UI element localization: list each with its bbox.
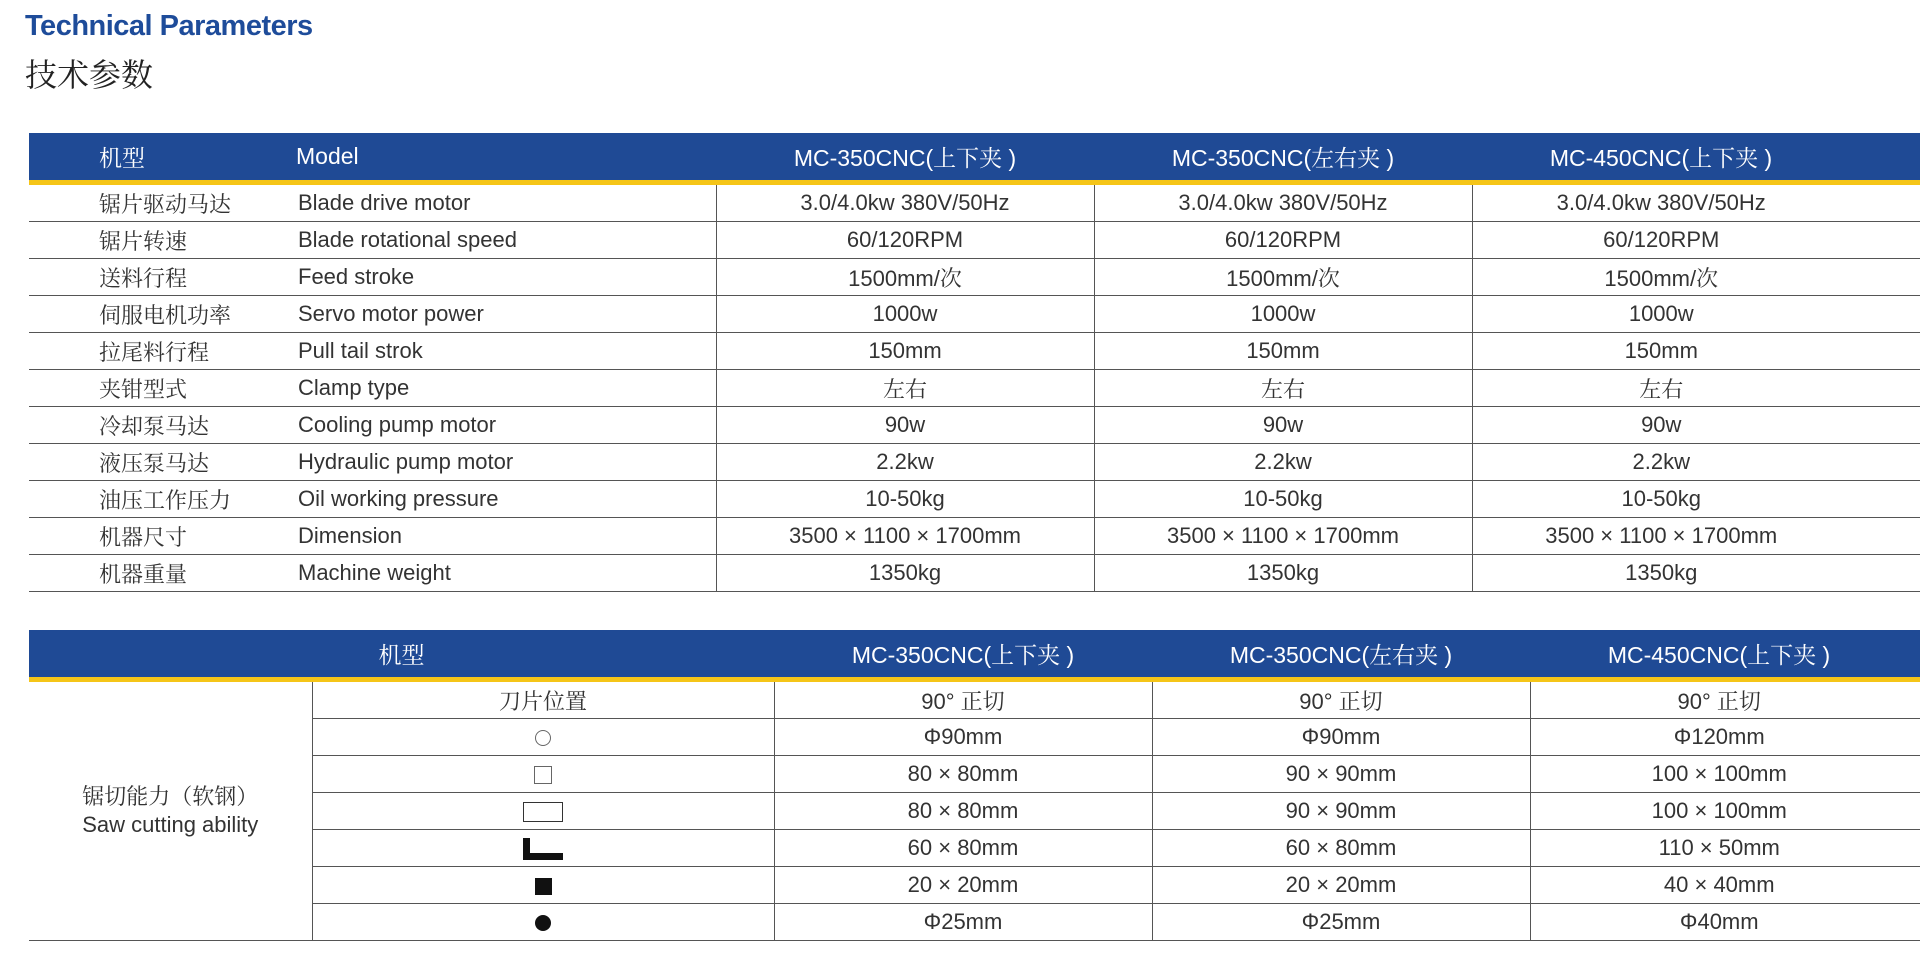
saw-cutting-ability-label [29, 680, 312, 941]
table-cell: Φ120mm [1530, 719, 1908, 756]
filler-cell [1850, 222, 1920, 259]
filler-cell [1850, 259, 1920, 296]
page-title-cn: 技术参数 [25, 57, 154, 93]
solid-square-icon [535, 878, 552, 895]
table-cell: 60/120RPM [716, 222, 1094, 259]
table-cell: 10-50kg [1094, 481, 1472, 518]
table-cell: 1000w [716, 296, 1094, 333]
param-name-cn: 夹钳型式 [29, 370, 291, 407]
param-name-cn: 伺服电机功率 [29, 296, 291, 333]
table-row [29, 904, 1920, 941]
table-row [29, 333, 1920, 370]
table-cell: 左右 [716, 370, 1094, 407]
table-row [29, 407, 1920, 444]
param-name-cn: 油压工作压力 [29, 481, 291, 518]
saw-cutting-ability-en: Saw cutting ability [82, 812, 259, 837]
filler-cell [1908, 680, 1920, 719]
header-filler [1908, 630, 1920, 680]
table-cell: 90w [1094, 407, 1472, 444]
spec-table-header [29, 133, 1920, 183]
page-title-en: Technical Parameters [25, 10, 313, 42]
solid-round-icon [535, 915, 551, 931]
table-row [29, 518, 1920, 555]
table-row [29, 296, 1920, 333]
table-cell: 1350kg [1472, 555, 1850, 592]
filler-cell [1850, 407, 1920, 444]
filler-cell [1908, 719, 1920, 756]
param-name-cn: 拉尾料行程 [29, 333, 291, 370]
filler-cell [1908, 793, 1920, 830]
shape-cell [312, 719, 774, 756]
param-name-cn: 冷却泵马达 [29, 407, 291, 444]
param-name-cn: 机器尺寸 [29, 518, 291, 555]
header-model-2: MC-350CNC(左右夹 ) [1094, 133, 1472, 183]
table-cell: 90° 正切 [774, 680, 1152, 719]
table-cell: 90w [1472, 407, 1850, 444]
table-cell: Φ25mm [1152, 904, 1530, 941]
table-row [29, 830, 1920, 867]
shape-cell [312, 830, 774, 867]
filler-cell [1850, 518, 1920, 555]
table-row [29, 444, 1920, 481]
header-model-1: MC-350CNC(上下夹 ) [716, 133, 1094, 183]
param-name-en: Cooling pump motor [291, 407, 716, 444]
table-cell: 1500mm/次 [1472, 259, 1850, 296]
header-model-cn: 机型 [29, 630, 774, 680]
table-row [29, 259, 1920, 296]
filler-cell [1850, 333, 1920, 370]
table-cell: 20 × 20mm [774, 867, 1152, 904]
table-cell: 80 × 80mm [774, 756, 1152, 793]
round-outline-icon [535, 730, 551, 746]
table-cell: 150mm [1472, 333, 1850, 370]
table-cell: 10-50kg [716, 481, 1094, 518]
table-cell: 3500 × 1100 × 1700mm [1094, 518, 1472, 555]
table-cell: Φ40mm [1530, 904, 1908, 941]
header-model-3: MC-450CNC(上下夹 ) [1472, 133, 1850, 183]
table-row [29, 680, 1920, 719]
square-outline-icon [534, 766, 552, 784]
param-name-en: Hydraulic pump motor [291, 444, 716, 481]
table-cell: 2.2kw [1472, 444, 1850, 481]
table-cell: 3500 × 1100 × 1700mm [1472, 518, 1850, 555]
rectangle-outline-icon [523, 802, 563, 822]
shape-cell [312, 756, 774, 793]
shape-cell [312, 867, 774, 904]
table-cell: 110 × 50mm [1530, 830, 1908, 867]
param-name-cn: 锯片转速 [29, 222, 291, 259]
table-cell: 20 × 20mm [1152, 867, 1530, 904]
shape-cell [312, 904, 774, 941]
table-cell: 60 × 80mm [1152, 830, 1530, 867]
table-row [29, 756, 1920, 793]
cutting-table-header [29, 630, 1920, 680]
table-row [29, 481, 1920, 518]
param-name-cn: 机器重量 [29, 555, 291, 592]
param-name-en: Dimension [291, 518, 716, 555]
table-row [29, 370, 1920, 407]
table-cell: 左右 [1094, 370, 1472, 407]
filler-cell [1908, 830, 1920, 867]
filler-cell [1850, 183, 1920, 222]
header-model-en: Model [291, 133, 716, 183]
table-cell: 60/120RPM [1472, 222, 1850, 259]
table-cell: 90w [716, 407, 1094, 444]
param-name-cn: 锯片驱动马达 [29, 183, 291, 222]
table-cell: 100 × 100mm [1530, 756, 1908, 793]
header-filler [1850, 133, 1920, 183]
table-cell: 80 × 80mm [774, 793, 1152, 830]
table-cell: Φ90mm [1152, 719, 1530, 756]
param-name-cn: 液压泵马达 [29, 444, 291, 481]
filler-cell [1850, 444, 1920, 481]
header-model-1: MC-350CNC(上下夹 ) [774, 630, 1152, 680]
filler-cell [1908, 904, 1920, 941]
table-cell: Φ90mm [774, 719, 1152, 756]
param-name-en: Clamp type [291, 370, 716, 407]
cutting-table [29, 630, 1920, 941]
param-name-en: Blade rotational speed [291, 222, 716, 259]
param-name-en: Feed stroke [291, 259, 716, 296]
table-cell: 1500mm/次 [1094, 259, 1472, 296]
table-row [29, 793, 1920, 830]
table-cell: 40 × 40mm [1530, 867, 1908, 904]
table-cell: 1350kg [716, 555, 1094, 592]
table-cell: 90° 正切 [1530, 680, 1908, 719]
param-name-cn: 送料行程 [29, 259, 291, 296]
table-cell: 左右 [1472, 370, 1850, 407]
header-model-cn: 机型 [29, 133, 291, 183]
table-cell: 3.0/4.0kw 380V/50Hz [716, 183, 1094, 222]
param-name-en: Oil working pressure [291, 481, 716, 518]
blade-position-label: 刀片位置 [312, 680, 774, 719]
param-name-en: Blade drive motor [291, 183, 716, 222]
table-cell: 3.0/4.0kw 380V/50Hz [1094, 183, 1472, 222]
table-cell: 100 × 100mm [1530, 793, 1908, 830]
param-name-en: Servo motor power [291, 296, 716, 333]
header-model-3: MC-450CNC(上下夹 ) [1530, 630, 1908, 680]
table-cell: 2.2kw [1094, 444, 1472, 481]
table-cell: 90 × 90mm [1152, 756, 1530, 793]
saw-cutting-ability-cn: 锯切能力（软钢） [82, 784, 259, 809]
filler-cell [1850, 296, 1920, 333]
table-row [29, 183, 1920, 222]
table-cell: 1350kg [1094, 555, 1472, 592]
table-row [29, 222, 1920, 259]
table-cell: 150mm [1094, 333, 1472, 370]
table-cell: 1000w [1094, 296, 1472, 333]
table-cell: 60 × 80mm [774, 830, 1152, 867]
table-cell: 1500mm/次 [716, 259, 1094, 296]
param-name-en: Pull tail strok [291, 333, 716, 370]
angle-steel-icon [523, 838, 563, 860]
table-cell: 2.2kw [716, 444, 1094, 481]
spec-table [29, 133, 1920, 592]
table-cell: 60/120RPM [1094, 222, 1472, 259]
table-cell: 90 × 90mm [1152, 793, 1530, 830]
table-cell: 150mm [716, 333, 1094, 370]
filler-cell [1850, 370, 1920, 407]
table-row [29, 719, 1920, 756]
table-row [29, 555, 1920, 592]
table-cell: Φ25mm [774, 904, 1152, 941]
table-row [29, 867, 1920, 904]
filler-cell [1850, 555, 1920, 592]
table-cell: 1000w [1472, 296, 1850, 333]
shape-cell [312, 793, 774, 830]
filler-cell [1908, 756, 1920, 793]
filler-cell [1908, 867, 1920, 904]
filler-cell [1850, 481, 1920, 518]
param-name-en: Machine weight [291, 555, 716, 592]
table-cell: 3500 × 1100 × 1700mm [716, 518, 1094, 555]
table-cell: 10-50kg [1472, 481, 1850, 518]
table-cell: 3.0/4.0kw 380V/50Hz [1472, 183, 1850, 222]
table-cell: 90° 正切 [1152, 680, 1530, 719]
header-model-2: MC-350CNC(左右夹 ) [1152, 630, 1530, 680]
